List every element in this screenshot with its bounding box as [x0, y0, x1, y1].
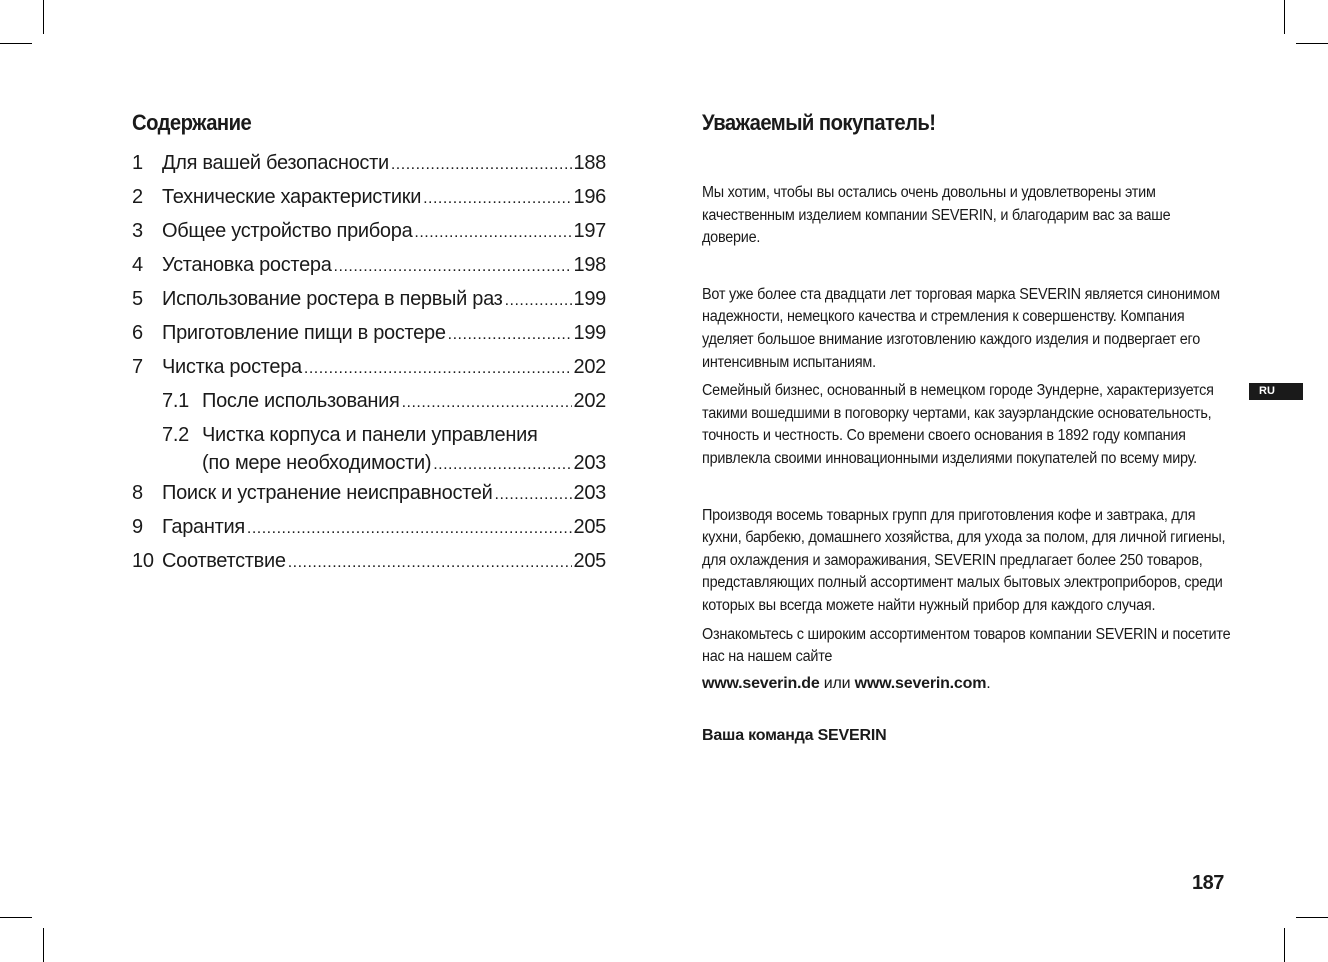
toc-entry[interactable] [132, 220, 606, 254]
toc-label: После использования [202, 390, 400, 412]
toc-page: 188 [573, 152, 606, 174]
toc-title: Содержание [132, 110, 252, 135]
toc-number: 7 [132, 356, 143, 378]
toc-page: 205 [573, 516, 606, 538]
page-number: 187 [1192, 872, 1224, 894]
toc-leader [304, 360, 572, 378]
welcome-letter [702, 110, 1232, 745]
toc-number: 8 [132, 482, 143, 504]
table-of-contents [132, 110, 606, 584]
toc-label: Гарантия [162, 516, 245, 538]
toc-number: 7.1 [162, 390, 189, 412]
toc-label: Чистка корпуса и панели управления [202, 424, 538, 446]
link-end: . [986, 674, 991, 692]
toc-leader [448, 326, 572, 344]
toc-entry[interactable] [132, 482, 606, 516]
letter-paragraph: Семейный бизнес, основанный в немецком городе Зундерне, характеризуется такими вошедшими в поговорку чертами, как зауэрландские основательность, точность и честность. Со времени своего основания в 1892 году компания привлекла своими инновационными изделиями покупателей по всему миру. [702, 382, 1214, 467]
toc-leader [334, 258, 572, 276]
toc-leader [423, 190, 571, 208]
toc-page: 203 [573, 482, 606, 504]
toc-number: 6 [132, 322, 143, 344]
signature: Ваша команда SEVERIN [702, 726, 887, 744]
toc-entry[interactable] [132, 254, 606, 288]
toc-page: 197 [573, 220, 606, 242]
toc-entry[interactable] [132, 322, 606, 356]
toc-label: Установка ростера [162, 254, 332, 276]
toc-page: 203 [573, 452, 606, 474]
toc-page: 196 [573, 186, 606, 208]
link-separator: или [819, 674, 855, 692]
toc-leader [288, 554, 572, 572]
toc-label-continued: (по мере необходимости) [202, 452, 432, 474]
website-link-de[interactable]: www.severin.de [702, 674, 820, 692]
toc-leader [433, 456, 571, 474]
crop-mark [1284, 928, 1285, 962]
toc-label: Приготовление пищи в ростере [162, 322, 446, 344]
toc-label: Использование ростера в первый раз [162, 288, 503, 310]
crop-mark [43, 0, 44, 34]
toc-page: 202 [573, 356, 606, 378]
letter-paragraph: Ознакомьтесь с широким ассортиментом товаров компании SEVERIN и посетите нас на нашем сайте [702, 625, 1231, 666]
toc-label: Чистка ростера [162, 356, 302, 378]
crop-mark [0, 43, 32, 44]
toc-label: Поиск и устранение неисправностей [162, 482, 493, 504]
toc-label: Технические характеристики [162, 186, 422, 208]
toc-entry[interactable] [132, 550, 606, 584]
toc-label: Общее устройство прибора [162, 220, 413, 242]
toc-entry[interactable] [132, 356, 606, 390]
crop-mark [0, 917, 32, 918]
website-links [702, 675, 1232, 693]
toc-leader [391, 156, 572, 174]
toc-number: 10 [132, 550, 154, 572]
toc-page: 205 [573, 550, 606, 572]
toc-number: 3 [132, 220, 143, 242]
toc-label: Для вашей безопасности [162, 152, 389, 174]
toc-number: 9 [132, 516, 143, 538]
toc-label: Соответствие [162, 550, 286, 572]
toc-subentry[interactable] [132, 390, 606, 424]
toc-number: 2 [132, 186, 143, 208]
toc-number: 5 [132, 288, 143, 310]
letter-paragraph: Производя восемь товарных групп для приготовления кофе и завтрака, для кухни, барбекю, домашнего хозяйства, для ухода за полом, для личной гигиены, для охлаждения и замораживания, SEVERIN предлагает более 250 товаров, представляющих полный ассортимент малых бытовых электроприборов, среди которых вы всегда можете найти нужный прибор для каждого случая. [702, 506, 1226, 614]
toc-leader [505, 292, 572, 310]
toc-entry[interactable] [132, 288, 606, 322]
toc-page: 198 [573, 254, 606, 276]
toc-leader [247, 520, 572, 538]
toc-subentry[interactable] [132, 424, 606, 482]
toc-list [132, 152, 606, 584]
toc-entry[interactable] [132, 516, 606, 550]
toc-entry[interactable] [132, 152, 606, 186]
toc-leader [495, 486, 572, 504]
toc-page: 199 [573, 288, 606, 310]
letter-paragraph: Мы хотим, чтобы вы остались очень довольны и удовлетворены этим качественным изделием компании SEVERIN, и благодарим вас за ваше доверие. [702, 184, 1171, 247]
toc-leader [402, 394, 572, 412]
website-link-com[interactable]: www.severin.com [854, 674, 987, 692]
toc-number: 4 [132, 254, 143, 276]
toc-entry[interactable] [132, 186, 606, 220]
toc-number: 7.2 [162, 424, 189, 446]
toc-leader [414, 224, 571, 242]
crop-mark [43, 928, 44, 962]
letter-paragraph: Вот уже более ста двадцати лет торговая марка SEVERIN является синонимом надежности, немецкого качества и стремления к совершенству. Компания уделяет большое внимание изготовлению каждого изделия и подвергает его интенсивным испытаниям. [702, 285, 1220, 371]
crop-mark [1284, 0, 1285, 34]
crop-mark [1296, 917, 1328, 918]
crop-mark [1296, 43, 1328, 44]
letter-title: Уважаемый покупатель! [702, 110, 936, 135]
language-tab: RU [1249, 383, 1303, 400]
toc-number: 1 [132, 152, 143, 174]
toc-page: 199 [573, 322, 606, 344]
toc-page: 202 [573, 390, 606, 412]
